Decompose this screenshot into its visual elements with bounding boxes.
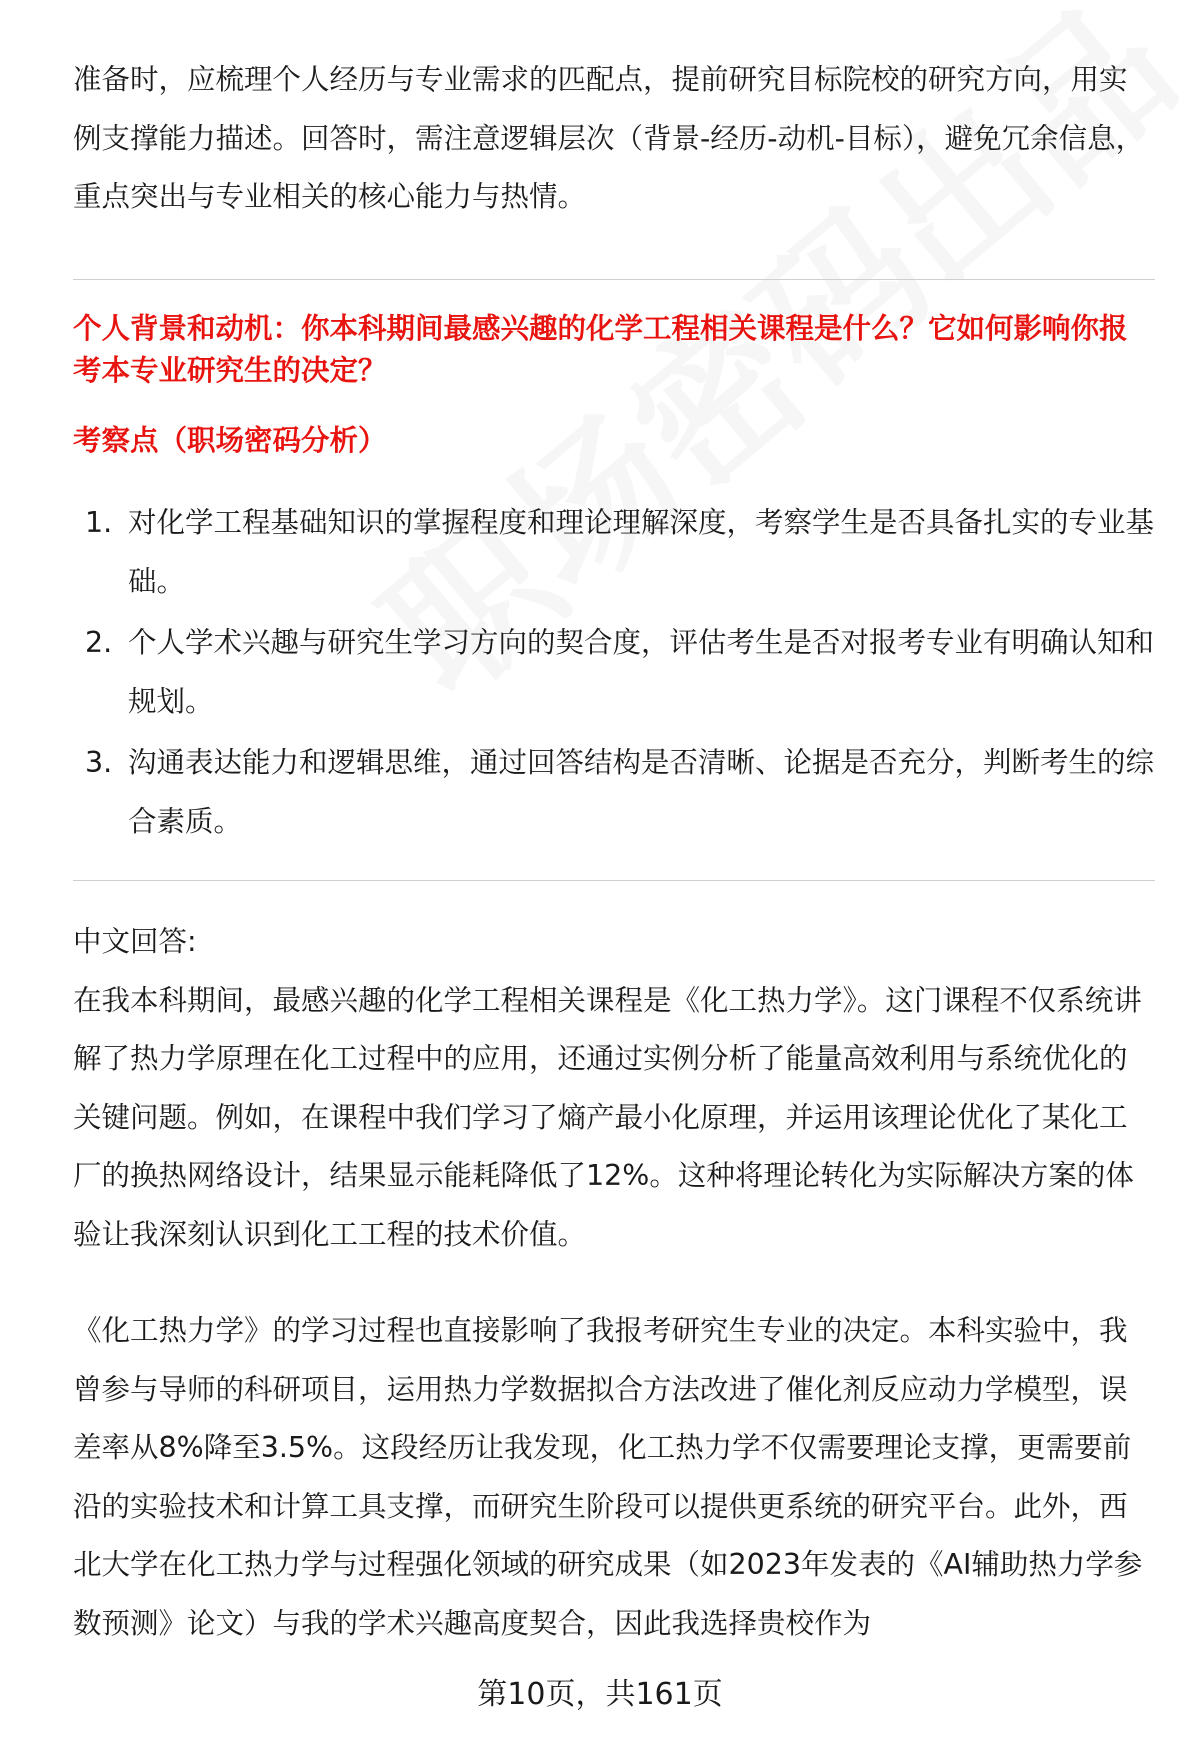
assessment-subtitle: 考察点（职场密码分析） — [73, 424, 387, 457]
list-item-text: 沟通表达能力和逻辑思维，通过回答结构是否清晰、论据是否充分，判断考生的综合素质。 — [128, 746, 1155, 838]
answer-label: 中文回答: — [73, 925, 197, 958]
answer-paragraph-1: 在我本科期间，最感兴趣的化学工程相关课程是《化工热力学》。这门课程不仅系统讲解了热力学原理在化工过程中的应用，还通过实例分析了能量高效利用与系统优化的关键问题。例如，在课程中我们学习了熵产最小化原理，并运用该理论优化了某化工厂的换热网络设计，结果显示能耗降低了12%。这种将理论转化为实际解决方案的体验让我深刻认识到化工工程的技术价值。 — [73, 983, 1142, 1251]
divider — [73, 279, 1155, 280]
answer-section — [73, 913, 1155, 1264]
list-number: 1. — [85, 506, 113, 539]
answer-paragraph-2: 《化工热力学》的学习过程也直接影响了我报考研究生专业的决定。本科实验中，我曾参与导师的科研项目，运用热力学数据拟合方法改进了催化剂反应动力学模型，误差率从8%降至3.5%。这段经历让我发现，化工热力学不仅需要理论支撑，更需要前沿的实验技术和计算工具支撑，而研究生阶段可以提供更系统的研究平台。此外，西北大学在化工热力学与过程强化领域的研究成果（如2023年发表的《AI辅助热力学参数预测》论文）与我的学术兴趣高度契合，因此我选择贵校作为 — [73, 1314, 1143, 1640]
list-item-text: 个人学术兴趣与研究生学习方向的契合度，评估考生是否对报考专业有明确认知和规划。 — [128, 626, 1155, 718]
list-item — [73, 614, 1155, 731]
list-item — [73, 494, 1155, 611]
assessment-points-list — [73, 494, 1155, 854]
list-item-text: 对化学工程基础知识的掌握程度和理论理解深度，考察学生是否具备扎实的专业基础。 — [128, 506, 1155, 598]
list-number: 2. — [85, 626, 113, 659]
list-number: 3. — [85, 746, 113, 779]
question-title: 个人背景和动机：你本科期间最感兴趣的化学工程相关课程是什么？它如何影响你报考本专业研究生的决定？ — [73, 312, 1128, 387]
list-item — [73, 734, 1155, 851]
intro-paragraph: 准备时，应梳理个人经历与专业需求的匹配点，提前研究目标院校的研究方向，用实例支撑能力描述。回答时，需注意逻辑层次（背景-经历-动机-目标），避免冗余信息，重点突出与专业相关的核心能力与热情。 — [73, 63, 1145, 213]
divider — [73, 880, 1155, 881]
page-number-footer: 第10页，共161页 — [477, 1677, 723, 1712]
